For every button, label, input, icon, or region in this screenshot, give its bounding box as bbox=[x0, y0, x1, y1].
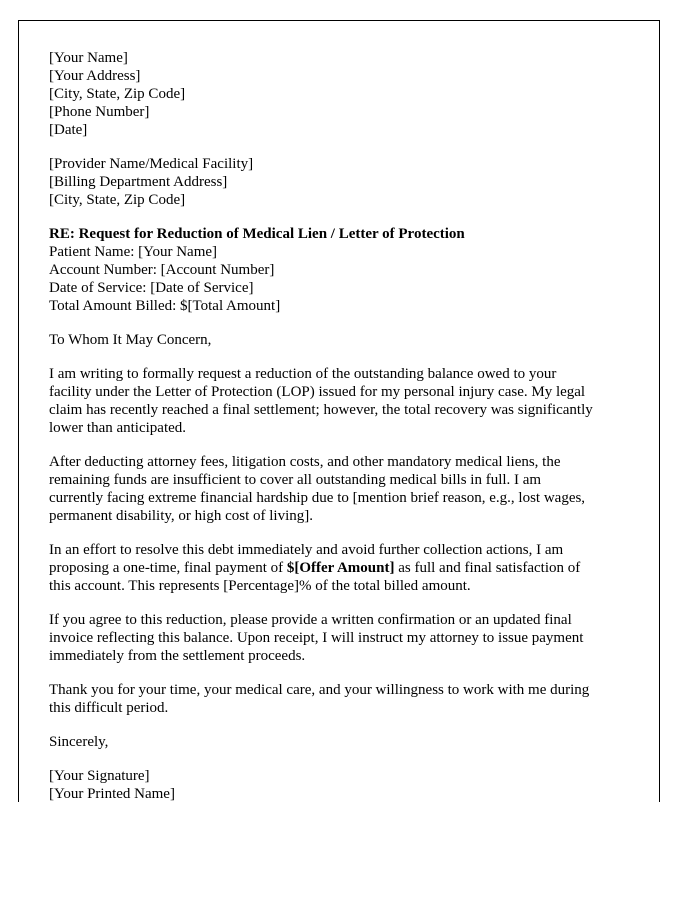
date-of-service-line: Date of Service: [Date of Service] bbox=[49, 280, 254, 296]
recipient-provider: [Provider Name/Medical Facility] bbox=[49, 156, 254, 172]
paragraph-line: currently facing extreme financial hardship due to [mention brief reason, e.g., lost wages, bbox=[49, 490, 586, 506]
subject-block bbox=[49, 225, 649, 315]
letter-page bbox=[18, 20, 660, 802]
subject-re-line: RE: Request for Reduction of Medical Lien / Letter of Protection bbox=[49, 226, 465, 242]
paragraph-line: claim has recently reached a final settlement; however, the total recovery was significantly bbox=[49, 402, 593, 418]
offer-text-before: proposing a one-time, final payment of bbox=[49, 560, 287, 576]
sender-block bbox=[49, 49, 649, 139]
paragraph-hardship bbox=[49, 453, 649, 525]
patient-name-line: Patient Name: [Your Name] bbox=[49, 244, 218, 260]
paragraph-thanks bbox=[49, 681, 649, 717]
closing: Sincerely, bbox=[49, 734, 109, 750]
recipient-billing-address: [Billing Department Address] bbox=[49, 174, 228, 190]
signature-block bbox=[49, 767, 649, 803]
paragraph-line: remaining funds are insufficient to cover all outstanding medical bills in full. I am bbox=[49, 472, 542, 488]
paragraph-request bbox=[49, 365, 649, 437]
salutation: To Whom It May Concern, bbox=[49, 332, 212, 348]
sender-address: [Your Address] bbox=[49, 68, 141, 84]
recipient-city-state-zip: [City, State, Zip Code] bbox=[49, 192, 186, 208]
paragraph-line: lower than anticipated. bbox=[49, 420, 187, 436]
sender-name: [Your Name] bbox=[49, 50, 128, 66]
paragraph-line: permanent disability, or high cost of living]. bbox=[49, 508, 313, 524]
total-billed-line: Total Amount Billed: $[Total Amount] bbox=[49, 298, 281, 314]
paragraph-line: If you agree to this reduction, please provide a written confirmation or an updated final bbox=[49, 612, 572, 628]
paragraph-line: immediately from the settlement proceeds. bbox=[49, 648, 306, 664]
paragraph-confirmation bbox=[49, 611, 649, 665]
paragraph-line: In an effort to resolve this debt immediately and avoid further collection actions, I am bbox=[49, 542, 564, 558]
paragraph-line: invoice reflecting this balance. Upon receipt, I will instruct my attorney to issue payment bbox=[49, 630, 584, 646]
recipient-block bbox=[49, 155, 649, 209]
paragraph-offer bbox=[49, 541, 649, 595]
paragraph-line: this difficult period. bbox=[49, 700, 169, 716]
printed-name-line: [Your Printed Name] bbox=[49, 786, 175, 802]
account-number-line: Account Number: [Account Number] bbox=[49, 262, 275, 278]
offer-text-after: as full and final satisfaction of bbox=[394, 560, 581, 576]
signature-line: [Your Signature] bbox=[49, 768, 150, 784]
paragraph-line: facility under the Letter of Protection (LOP) issued for my personal injury case. My legal bbox=[49, 384, 586, 400]
sender-phone: [Phone Number] bbox=[49, 104, 150, 120]
paragraph-line: this account. This represents [Percentage]% of the total billed amount. bbox=[49, 578, 471, 594]
letter-content bbox=[49, 49, 649, 819]
offer-amount: $[Offer Amount] bbox=[286, 560, 395, 576]
sender-date: [Date] bbox=[49, 122, 88, 138]
paragraph-line-offer bbox=[49, 559, 649, 577]
paragraph-line: I am writing to formally request a reduction of the outstanding balance owed to your bbox=[49, 366, 557, 382]
sender-city-state-zip: [City, State, Zip Code] bbox=[49, 86, 186, 102]
paragraph-line: After deducting attorney fees, litigation costs, and other mandatory medical liens, the bbox=[49, 454, 561, 470]
paragraph-line: Thank you for your time, your medical care, and your willingness to work with me during bbox=[49, 682, 590, 698]
